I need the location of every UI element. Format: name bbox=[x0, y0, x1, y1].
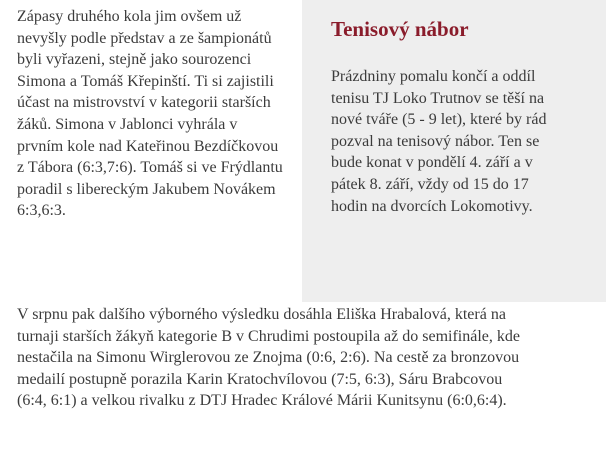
article-paragraph-2: V srpnu pak dalšího výborného výsledku dosáhla Eliška Hrabalová, která na turnaji starších žákyň kategorie B v Chrudimi postoupila až do semifinále, kde nestačila na Simonu Wirglerovou ze Znojma (0:6, 2:6). Na cestě za bronzovou medailí postupně porazila Karin Kratochvílovou (7:5, 6:3), Sáru Brabcovou (6:4, 6:1) a velkou rivalku z DTJ Hradec Králové Márii Kunitsynu (6:0,6:4). bbox=[17, 306, 520, 410]
sidebar-title: Tenisový nábor bbox=[331, 17, 469, 41]
sidebar-text: Prázdniny pomalu končí a oddíl tenisu TJ Loko Trutnov se těší na nové tváře (5 - 9 let), které by rád pozval na tenisový nábor. Ten se bude konat v pondělí 4. září a v pátek 8. září, vždy od 15 do 17 hodin na dvorcích Lokomotivy. bbox=[331, 68, 547, 215]
article-paragraph-1: Zápasy druhého kola jim ovšem už nevyšly podle představ a ze šampionátů byli vyřazeni, stejně jako sourozenci Simona a Tomáš Křepinští. Ti si zajistili účast na mistrovství v kategorii starších žáků. Simona v Jablonci vyhrála v prvním kole nad Kateřinou Bezdíčkovou z Tábora (6:3,7:6). Tomáš si ve Frýdlantu poradil s libereckým Jakubem Novákem 6:3,6:3. bbox=[17, 8, 283, 220]
sidebar-box bbox=[302, 0, 606, 302]
